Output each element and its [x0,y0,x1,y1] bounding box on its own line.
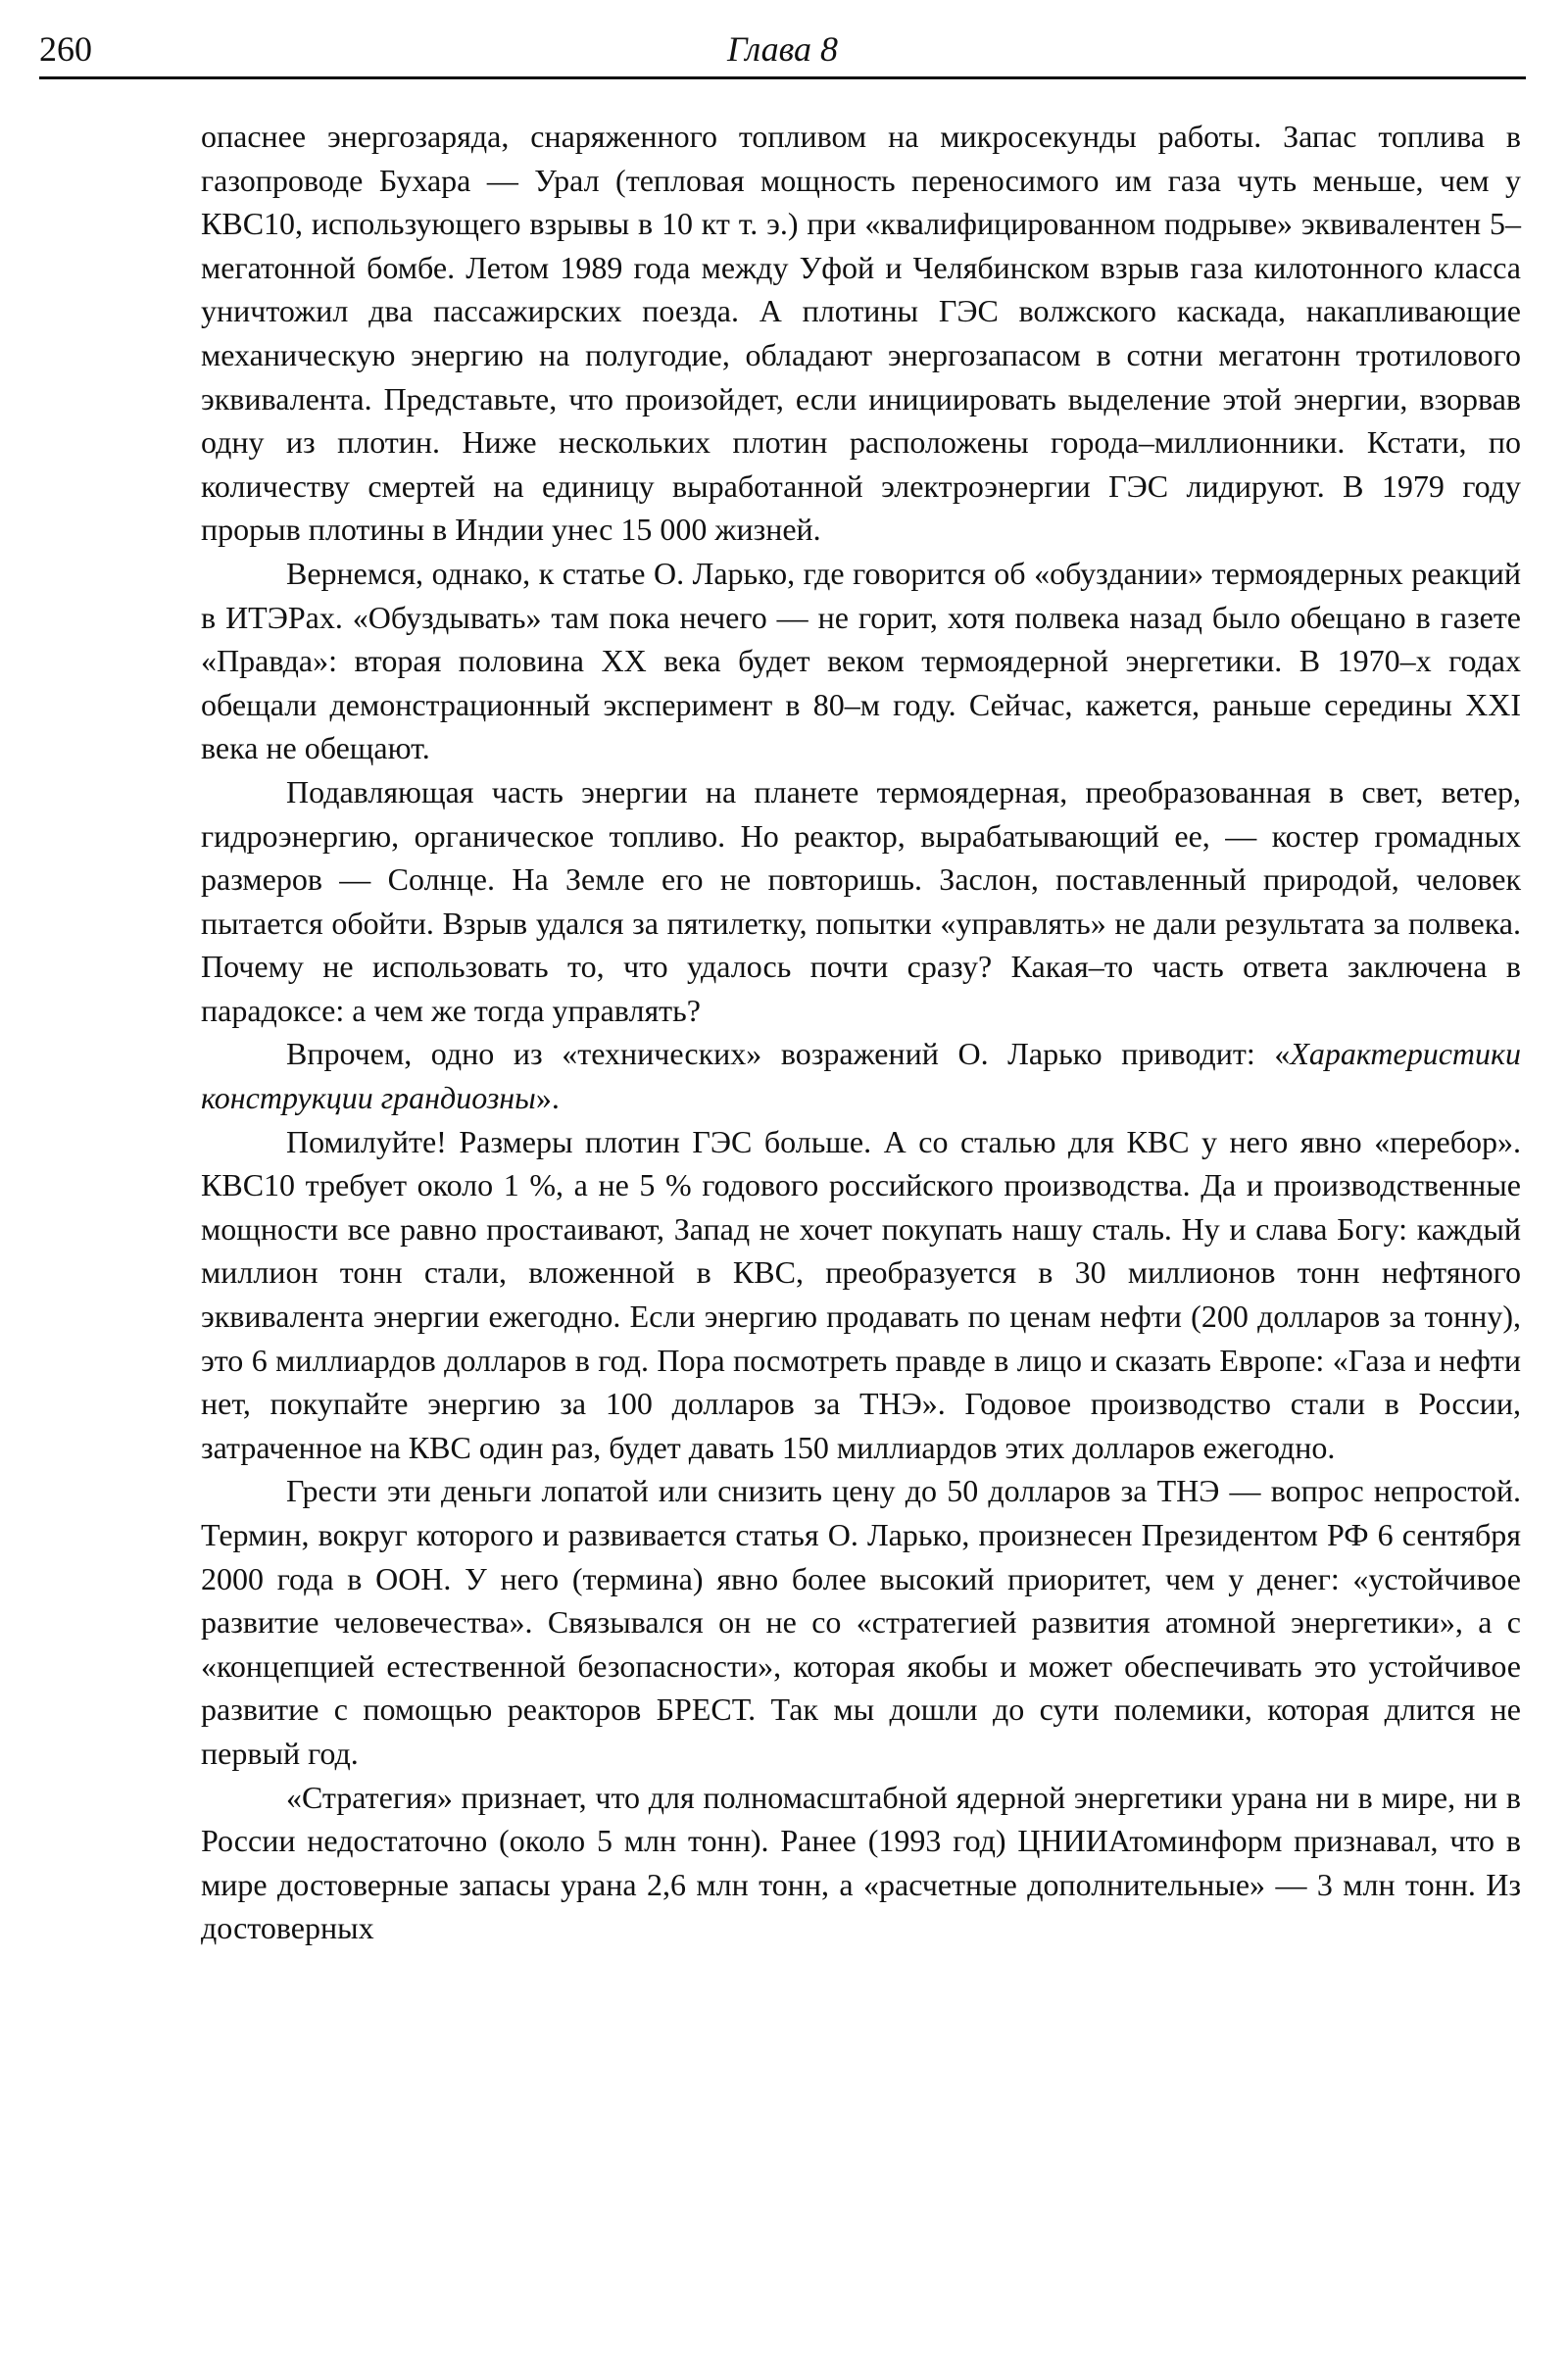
paragraph-4-tail: ». [535,1080,560,1116]
page-number: 260 [39,29,92,69]
chapter-title: Глава 8 [726,29,839,69]
paragraph-5: Помилуйте! Размеры плотин ГЭС больше. А со сталью для КВС у него явно «перебор». КВС10 требует около 1 %, а не 5 % годового российского производства. Да и производственные мощности все равно простаивают, Запад не хочет покупать нашу сталь. Ну и слава Богу: каждый миллион тонн стали, вложенной в КВС, преобразуется в 30 миллионов тонн нефтяного эквивалента энергии ежегодно. Если энергию продавать по ценам нефти (200 долларов за тонну), это 6 миллиардов долларов в год. Пора посмотреть правде в лицо и сказать Европе: «Газа и нефти нет, покупайте энергию за 100 долларов за ТНЭ». Годовое производство стали в России, затраченное на КВС один раз, будет давать 150 миллиардов этих долларов ежегодно. [201,1123,1521,1465]
paragraph-7: «Стратегия» признает, что для полномасштабной ядерной энергетики урана ни в мире, ни в России недостаточно (около 5 млн тонн). Ранее (1993 год) ЦНИИАтоминформ признавал, что в мире достоверные запасы урана 2,6 млн тонн, а «расчетные дополнительные» — 3 млн тонн. Из достоверных [201,1779,1521,1946]
paragraph-4 [201,1032,1521,1119]
header-divider [39,76,1526,79]
paragraph-4-text: Впрочем, одно из «технических» возражений О. Ларько приводит: « [286,1036,1291,1072]
quoted-emphasis: Характеристики конструкции грандиозны [201,1036,1521,1116]
body-text [201,115,1521,1950]
paragraph-2: Вернемся, однако, к статье О. Ларько, где говорится об «обуздании» термоядерных реакций в ИТЭРах. «Обуздывать» там пока нечего — не горит, хотя полвека назад было обещано в газете «Правда»: вторая половина XX века будет веком термоядерной энергетики. В 1970–х годах обещали демонстрационный эксперимент в 80–м году. Сейчас, кажется, раньше середины XXI века не обещают. [201,555,1521,766]
paragraph-6: Грести эти деньги лопатой или снизить цену до 50 долларов за ТНЭ — вопрос непростой. Термин, вокруг которого и развивается статья О. Ларько, произнесен Президентом РФ 6 сентября 2000 года в ООН. У него (термина) явно более высокий приоритет, чем у денег: «устойчивое развитие человечества». Связывался он не со «стратегией развития атомной энергетики», а с «концепцией естественной безопасности», которая якобы и может обеспечивать это устойчивое развитие с помощью реакторов БРЕСТ. Так мы дошли до сути полемики, которая длится не первый год. [201,1473,1521,1771]
running-header [39,29,1526,78]
paragraph-1: опаснее энергозаряда, снаряженного топливом на микросекунды работы. Запас топлива в газопроводе Бухара — Урал (тепловая мощность переносимого им газа чуть меньше, чем у КВС10, использующего взрывы в 10 кт т. э.) при «квалифицированном подрыве» эквивалентен 5–мегатонной бомбе. Летом 1989 года между Уфой и Челябинском взрыв газа килотонного класса уничтожил два пассажирских поезда. А плотины ГЭС волжского каскада, накапливающие механическую энергию на полугодие, обладают энергозапасом в сотни мегатонн тротилового эквивалента. Представьте, что произойдет, если инициировать выделение этой энергии, взорвав одну из плотин. Ниже нескольких плотин расположены города–миллионники. Кстати, по количеству смертей на единицу выработанной электроэнергии ГЭС лидируют. В 1979 году прорыв плотины в Индии унес 15 000 жизней. [201,119,1521,548]
paragraph-3: Подавляющая часть энергии на планете термоядерная, преобразованная в свет, ветер, гидроэнергию, органическое топливо. Но реактор, вырабатывающий ее, — костер громадных размеров — Солнце. На Земле его не повторишь. Заслон, поставленный природой, человек пытается обойти. Взрыв удался за пятилетку, попытки «управлять» не дали результата за полвека. Почему не использовать то, что удалось почти сразу? Какая–то часть ответа заключена в парадоксе: а чем же тогда управлять? [201,773,1521,1028]
